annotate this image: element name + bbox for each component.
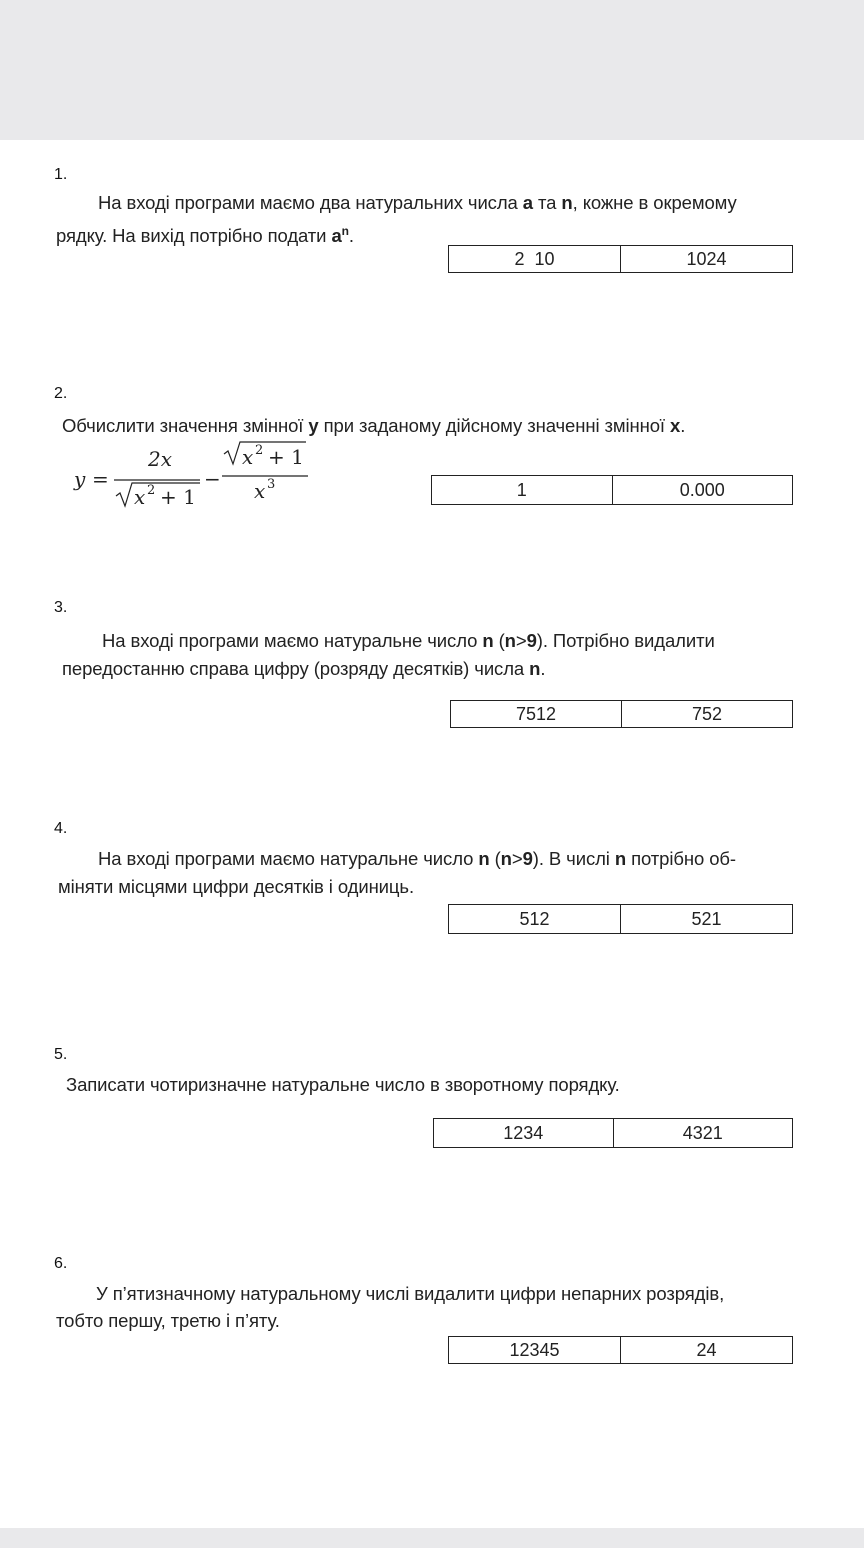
formula-frac1-den-exp: 2 xyxy=(147,483,156,498)
task-4-number: 4. xyxy=(54,820,68,837)
task-1-input-cell: 2 10 xyxy=(514,248,555,269)
task-2-input-cell: 1 xyxy=(516,479,527,500)
formula-frac1-den-tail: + 1 xyxy=(160,485,196,509)
task-5-input-cell: 1234 xyxy=(503,1122,544,1143)
task-2-number: 2. xyxy=(54,385,68,402)
bottom-gray-bar xyxy=(0,1528,864,1548)
formula-frac1-numerator: 2x xyxy=(148,447,173,471)
task-3-text-line-1: На вході програми маємо натуральне число n (n>9). Потрібно видалити xyxy=(102,630,715,651)
task-3-output-cell: 752 xyxy=(621,701,792,727)
task-2-formula xyxy=(70,440,320,515)
task-3-input-cell: 7512 xyxy=(515,703,557,724)
formula-frac2-num-var: x xyxy=(242,445,254,469)
task-2-text: Обчислити значення змінної y при заданому дійсному значенні змінної x. xyxy=(62,415,686,436)
task-3-number: 3. xyxy=(54,599,68,616)
task-1-text-line-2: рядку. На вихід потрібно подати $a^n$. xyxy=(56,224,354,247)
formula-frac1-den-var: x xyxy=(134,485,146,509)
task-6-text-line-1: У п’ятизначному натуральному числі видалити цифри непарних розрядів, xyxy=(96,1283,725,1304)
formula-equals: = xyxy=(92,467,109,491)
task-6-io-table xyxy=(448,1336,793,1364)
formula-frac2-den-exp: 3 xyxy=(267,477,276,492)
task-4-text-line-2: міняти місцями цифри десятків і одиниць. xyxy=(58,876,414,897)
task-3-text-line-2: передостанню справа цифру (розряду десятків) числа n. xyxy=(62,658,546,679)
formula-minus: − xyxy=(204,467,221,491)
task-5-number: 5. xyxy=(54,1046,68,1063)
task-4-output-cell: 521 xyxy=(620,905,792,933)
task-1-number: 1. xyxy=(54,166,68,183)
formula-frac2-den-var: x xyxy=(254,479,266,503)
task-6-number: 6. xyxy=(54,1255,68,1272)
task-4-text-line-1: На вході програми маємо натуральне число n (n>9). В числі n потрібно об- xyxy=(98,848,736,869)
task-6-text-line-2: тобто першу, третю і п’яту. xyxy=(56,1310,280,1331)
task-6-input-cell: 12345 xyxy=(509,1339,560,1360)
task-5-text: Записати чотиризначне натуральне число в зворотному порядку. xyxy=(66,1074,620,1095)
task-5-output-cell: 4321 xyxy=(613,1119,793,1147)
formula-frac2-num-exp: 2 xyxy=(255,443,264,458)
task-5-io-table xyxy=(433,1118,793,1148)
formula-frac2-num-tail: + 1 xyxy=(268,445,304,469)
task-3-io-table xyxy=(450,700,793,728)
task-6-output-cell: 24 xyxy=(620,1337,792,1363)
task-2-io-table xyxy=(431,475,793,505)
task-1-io-table xyxy=(448,245,793,273)
formula-lhs: y xyxy=(74,467,86,491)
task-4-input-cell: 512 xyxy=(519,908,550,929)
task-1-text-line-1: На вході програми маємо два натуральних числа a та n, кожне в окремому xyxy=(98,192,737,213)
task-2-output-cell: 0.000 xyxy=(612,476,793,504)
task-4-io-table xyxy=(448,904,793,934)
task-1-output-cell: 1024 xyxy=(620,246,792,272)
